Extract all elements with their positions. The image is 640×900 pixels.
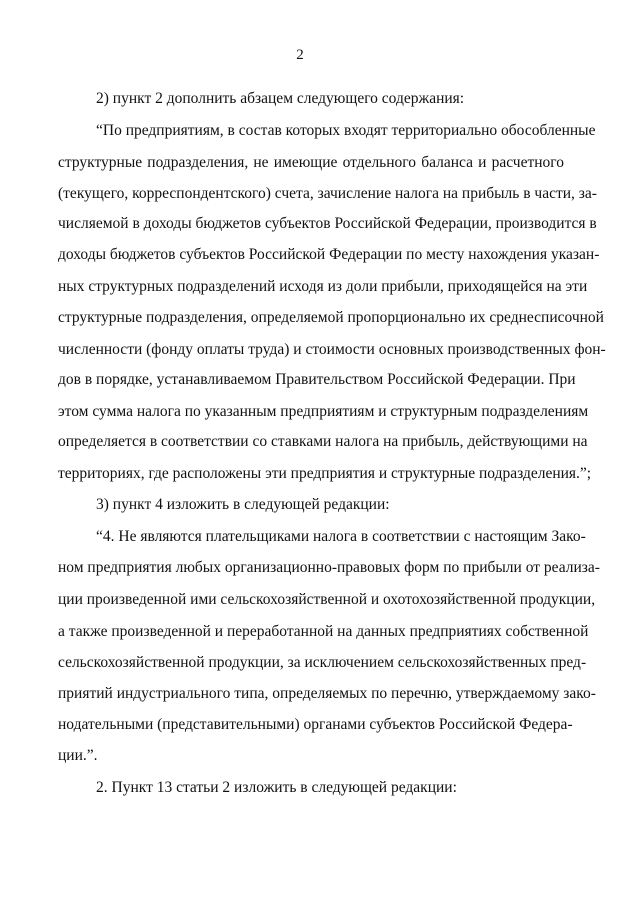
quoted-paragraph-line: ных структурных подразделений исходя из доли прибыли, приходящейся на эти — [58, 278, 588, 295]
quoted-paragraph-line: ции.”. — [58, 747, 98, 764]
quoted-paragraph-line: ции произведенной ими сельскохозяйственной и охотохозяйственной продукции, — [58, 591, 596, 608]
quoted-paragraph-line: доходы бюджетов субъектов Российской Федерации по месту нахождения указан- — [58, 246, 600, 263]
quoted-paragraph-line: приятий индустриального типа, определяемых по перечню, утверждаемому зако- — [58, 685, 596, 702]
quoted-paragraph-line: определяется в соответствии со ставками налога на прибыль, действующими на — [58, 433, 588, 450]
quoted-paragraph-line: числяемой в доходы бюджетов субъектов Российской Федерации, производится в — [58, 215, 597, 232]
quoted-paragraph-line: (текущего, корреспондентского) счета, зачисление налога на прибыль в части, за- — [58, 185, 597, 202]
quoted-paragraph-line: ном предприятия любых организационно-правовых форм по прибыли от реализа- — [58, 559, 600, 576]
quoted-paragraph-line: нодательными (представительными) органами субъектов Российской Федера- — [58, 716, 573, 733]
quoted-paragraph-line: структурные подразделения, не имеющие отдельного баланса и расчетного — [58, 154, 564, 171]
quoted-paragraph-line: этом сумма налога по указанным предприятиям и структурным подразделениям — [58, 403, 589, 420]
quoted-paragraph-line: численности (фонду оплаты труда) и стоимости основных производственных фон- — [58, 341, 606, 358]
paragraph-item-3-heading: 3) пункт 4 изложить в следующей редакции: — [96, 496, 390, 513]
paragraph-item-2-heading: 2) пункт 2 дополнить абзацем следующего содержания: — [96, 90, 465, 107]
page-number: 2 — [296, 47, 304, 63]
quoted-paragraph-line: структурные подразделения, определяемой пропорционально их среднесписочной — [58, 309, 604, 326]
quoted-paragraph-line: дов в порядке, устанавливаемом Правительством Российской Федерации. При — [58, 371, 576, 388]
quoted-paragraph-line: “4. Не являются плательщиками налога в соответствии с настоящим Зако- — [96, 528, 586, 545]
quoted-paragraph-line: а также произведенной и переработанной на данных предприятиях собственной — [58, 623, 589, 640]
section-2-heading: 2. Пункт 13 статьи 2 изложить в следующей редакции: — [96, 779, 457, 796]
quoted-paragraph-line: территориях, где расположены эти предприятия и структурные подразделения.”; — [58, 465, 592, 482]
quoted-paragraph-line: сельскохозяйственной продукции, за исключением сельскохозяйственных пред- — [58, 654, 587, 671]
quoted-paragraph-line: “По предприятиям, в состав которых входят территориально обособленные — [96, 122, 596, 139]
